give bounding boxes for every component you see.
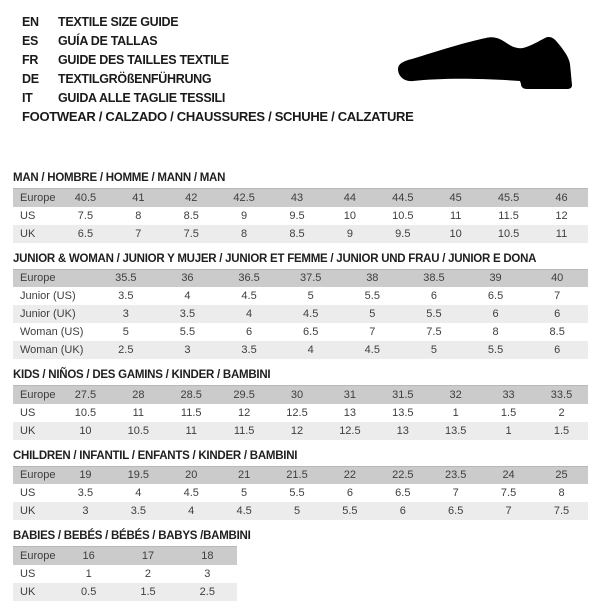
size-value: 17	[141, 549, 155, 562]
size-value: 4	[184, 290, 191, 302]
language-title: TEXTILE SIZE GUIDE	[58, 15, 179, 29]
size-value: 33	[502, 388, 515, 401]
size-value: 6	[246, 326, 253, 338]
size-value: 0.5	[81, 585, 97, 598]
row-label: UK	[20, 424, 36, 437]
size-value: 8.5	[289, 227, 305, 240]
size-value: 8	[558, 487, 565, 499]
row-label: UK	[20, 505, 36, 517]
language-title: GUÍA DE TALLAS	[58, 34, 158, 48]
row-label: US	[20, 406, 36, 419]
size-value: 36.5	[238, 272, 260, 285]
size-value: 11	[185, 424, 197, 437]
size-value: 31.5	[392, 388, 414, 401]
language-list	[22, 13, 229, 108]
size-value: 5.5	[487, 344, 504, 356]
dress-shoe-icon	[398, 36, 575, 93]
size-value: 10	[449, 227, 462, 240]
size-value: 5	[293, 505, 301, 517]
size-value: 4	[246, 308, 253, 320]
size-value: 12	[237, 406, 251, 419]
size-value: 3.5	[179, 308, 196, 320]
language-code: DE	[22, 72, 39, 86]
size-value: 6.5	[77, 227, 94, 240]
size-value: 7.5	[183, 227, 199, 240]
size-value: 3	[184, 344, 191, 356]
size-value: 2	[558, 406, 565, 419]
size-value: 21.5	[286, 469, 308, 482]
size-table	[13, 466, 588, 521]
table-row	[13, 287, 588, 305]
size-value: 7	[135, 227, 142, 240]
size-value: 19	[79, 469, 92, 482]
size-value: 4	[188, 505, 195, 517]
language-row	[22, 32, 229, 51]
size-value: 10.5	[392, 209, 414, 222]
size-value: 45.5	[497, 191, 520, 204]
size-value: 10.5	[127, 424, 150, 437]
size-value: 2.5	[118, 344, 134, 356]
row-label: Junior (US)	[20, 290, 76, 302]
table-row	[13, 269, 588, 287]
size-value: 24	[502, 469, 515, 482]
size-value: 7	[505, 505, 512, 517]
table-row	[13, 466, 588, 484]
size-table	[13, 385, 588, 440]
size-value: 3.5	[241, 344, 257, 356]
size-value: 6	[492, 308, 499, 320]
size-value: 44.5	[392, 191, 414, 204]
row-label: Europe	[20, 549, 56, 562]
size-value: 8.5	[183, 209, 199, 222]
row-label: UK	[20, 227, 36, 240]
size-value: 5	[122, 326, 129, 338]
size-value: 8.5	[549, 326, 565, 338]
size-value: 3.5	[130, 505, 146, 517]
size-value: 6	[554, 308, 561, 320]
language-title: TEXTILGRÖßENFÜHRUNG	[58, 72, 212, 86]
size-table	[13, 188, 588, 243]
size-value: 6.5	[303, 326, 319, 338]
row-label: Europe	[20, 272, 56, 285]
language-title: GUIDA ALLE TAGLIE TESSILI	[58, 91, 226, 105]
size-value: 7.5	[500, 487, 517, 499]
size-table	[13, 269, 588, 360]
size-value: 12	[290, 424, 304, 437]
size-value: 1	[452, 406, 459, 419]
size-value: 3	[204, 567, 211, 580]
size-value: 6.5	[448, 505, 464, 517]
table-row	[13, 225, 588, 243]
size-value: 45	[449, 191, 462, 204]
language-code: EN	[22, 15, 39, 29]
size-value: 7.5	[77, 209, 94, 222]
size-value: 19.5	[127, 469, 150, 482]
size-value: 8	[135, 209, 142, 222]
size-value: 3.5	[77, 487, 94, 499]
size-value: 22	[343, 469, 357, 482]
size-value: 2	[144, 567, 152, 580]
size-value: 4.5	[303, 308, 319, 320]
size-value: 5	[369, 308, 376, 320]
table-row	[13, 583, 237, 601]
row-label: Europe	[20, 191, 56, 204]
size-value: 5.5	[342, 505, 358, 517]
size-value: 1.5	[140, 585, 156, 598]
row-label: UK	[20, 585, 36, 598]
size-value: 4.5	[183, 487, 199, 499]
language-row	[22, 51, 229, 70]
table-row	[13, 422, 588, 440]
size-value: 18	[201, 549, 214, 562]
size-value: 9.5	[395, 227, 411, 240]
size-value: 6	[399, 505, 406, 517]
size-value: 28.5	[180, 388, 202, 401]
size-value: 13	[343, 406, 357, 419]
size-value: 20	[185, 469, 198, 482]
size-value: 7	[369, 326, 376, 338]
size-value: 29.5	[233, 388, 255, 401]
size-value: 3.5	[118, 290, 134, 302]
size-value: 30	[290, 388, 304, 401]
size-value: 36	[181, 272, 194, 285]
size-value: 11.5	[180, 406, 202, 419]
size-value: 42	[185, 191, 198, 204]
size-value: 38	[366, 272, 379, 285]
size-value: 10	[343, 209, 357, 222]
size-value: 37.5	[299, 272, 322, 285]
size-value: 1	[85, 567, 92, 580]
size-value: 40	[551, 272, 564, 285]
category-line: FOOTWEAR / CALZADO / CHAUSSURES / SCHUHE / CALZATURE	[22, 109, 414, 124]
size-value: 6	[430, 290, 437, 302]
size-value: 7.5	[426, 326, 442, 338]
size-value: 39	[489, 272, 502, 285]
size-value: 6.5	[395, 487, 411, 499]
size-value: 12	[555, 209, 568, 222]
row-label: Europe	[20, 469, 56, 482]
size-value: 4.5	[236, 505, 252, 517]
row-label: US	[20, 487, 36, 499]
size-value: 13	[396, 424, 409, 437]
size-value: 5	[430, 344, 437, 356]
table-row	[13, 484, 588, 502]
size-value: 41	[132, 191, 145, 204]
size-value: 7	[554, 290, 561, 302]
size-value: 4	[135, 487, 142, 499]
size-value: 33.5	[550, 388, 573, 401]
row-label: Woman (UK)	[20, 344, 84, 356]
row-label: US	[20, 209, 36, 222]
size-value: 5	[307, 290, 314, 302]
table-row	[13, 305, 588, 323]
size-value: 7	[452, 487, 459, 499]
language-row	[22, 89, 229, 108]
size-value: 25	[555, 469, 568, 482]
size-value: 10	[79, 424, 92, 437]
size-value: 13.5	[444, 424, 467, 437]
row-label: Europe	[20, 388, 56, 401]
size-value: 6	[346, 487, 353, 499]
size-value: 11.5	[233, 424, 255, 437]
size-value: 44	[343, 191, 357, 204]
language-title: GUIDE DES TAILLES TEXTILE	[58, 53, 229, 67]
size-value: 13.5	[392, 406, 414, 419]
language-row	[22, 13, 229, 32]
table-row	[13, 386, 588, 404]
size-value: 2.5	[199, 585, 215, 598]
row-label: Junior (UK)	[20, 308, 76, 320]
size-value: 5.5	[426, 308, 442, 320]
size-value: 35.5	[115, 272, 137, 285]
size-value: 43	[290, 191, 304, 204]
size-value: 6.5	[487, 290, 504, 302]
size-value: 9.5	[289, 209, 305, 222]
size-value: 4.5	[364, 344, 380, 356]
size-value: 5.5	[364, 290, 380, 302]
size-value: 12.5	[286, 406, 308, 419]
table-row	[13, 565, 237, 583]
table-row	[13, 323, 588, 341]
section-title: MAN / HOMBRE / HOMME / MANN / MAN	[13, 172, 226, 184]
row-label: US	[20, 567, 36, 580]
size-value: 4	[307, 344, 314, 356]
size-value: 21	[237, 469, 251, 482]
size-value: 5	[241, 487, 248, 499]
size-value: 5.5	[289, 487, 305, 499]
section-title: CHILDREN / INFANTIL / ENFANTS / KINDER / BAMBINI	[13, 449, 298, 462]
size-value: 9	[346, 227, 353, 240]
size-value: 32	[449, 388, 462, 401]
size-value: 7.5	[553, 505, 570, 517]
size-value: 4.5	[241, 290, 257, 302]
language-code: FR	[22, 53, 39, 67]
size-value: 9	[241, 209, 248, 222]
size-value: 12.5	[339, 424, 361, 437]
table-row	[13, 547, 237, 565]
size-value: 11	[449, 209, 462, 222]
size-value: 11.5	[498, 209, 519, 222]
section-title: BABIES / BEBÉS / BÉBÉS / BABYS /BAMBINI	[13, 530, 251, 542]
size-value: 40.5	[74, 191, 97, 204]
size-value: 3	[122, 308, 129, 320]
size-value: 8	[492, 326, 499, 338]
size-value: 23.5	[444, 469, 467, 482]
language-row	[22, 70, 229, 89]
size-tables	[13, 160, 588, 601]
table-row	[13, 502, 588, 520]
row-label: Woman (US)	[20, 326, 84, 338]
size-value: 11	[132, 406, 145, 419]
size-value: 46	[555, 191, 568, 204]
size-value: 1.5	[553, 424, 570, 437]
table-row	[13, 207, 588, 225]
size-value: 38.5	[423, 272, 445, 285]
size-value: 1	[505, 424, 512, 437]
language-code: ES	[22, 34, 39, 48]
size-value: 8	[241, 227, 248, 240]
language-code: IT	[22, 91, 33, 105]
table-row	[13, 404, 588, 422]
table-row	[13, 189, 588, 207]
size-table	[13, 546, 237, 601]
size-value: 3	[82, 505, 89, 517]
size-value: 10.5	[74, 406, 97, 419]
size-value: 10.5	[497, 227, 520, 240]
size-value: 28	[132, 388, 145, 401]
size-value: 22.5	[392, 469, 414, 482]
size-value: 1.5	[500, 406, 517, 419]
section-title: KIDS / NIÑOS / DES GAMINS / KINDER / BAMBINI	[13, 369, 271, 381]
size-value: 27.5	[74, 388, 97, 401]
section-title: JUNIOR & WOMAN / JUNIOR Y MUJER / JUNIOR ET FEMME / JUNIOR UND FRAU / JUNIOR E DONA	[13, 252, 537, 265]
size-value: 6	[554, 344, 561, 356]
size-value: 16	[82, 549, 95, 562]
size-value: 42.5	[233, 191, 255, 204]
size-value: 11	[555, 227, 568, 240]
size-value: 5.5	[179, 326, 196, 338]
size-value: 31	[343, 388, 357, 401]
table-row	[13, 341, 588, 359]
